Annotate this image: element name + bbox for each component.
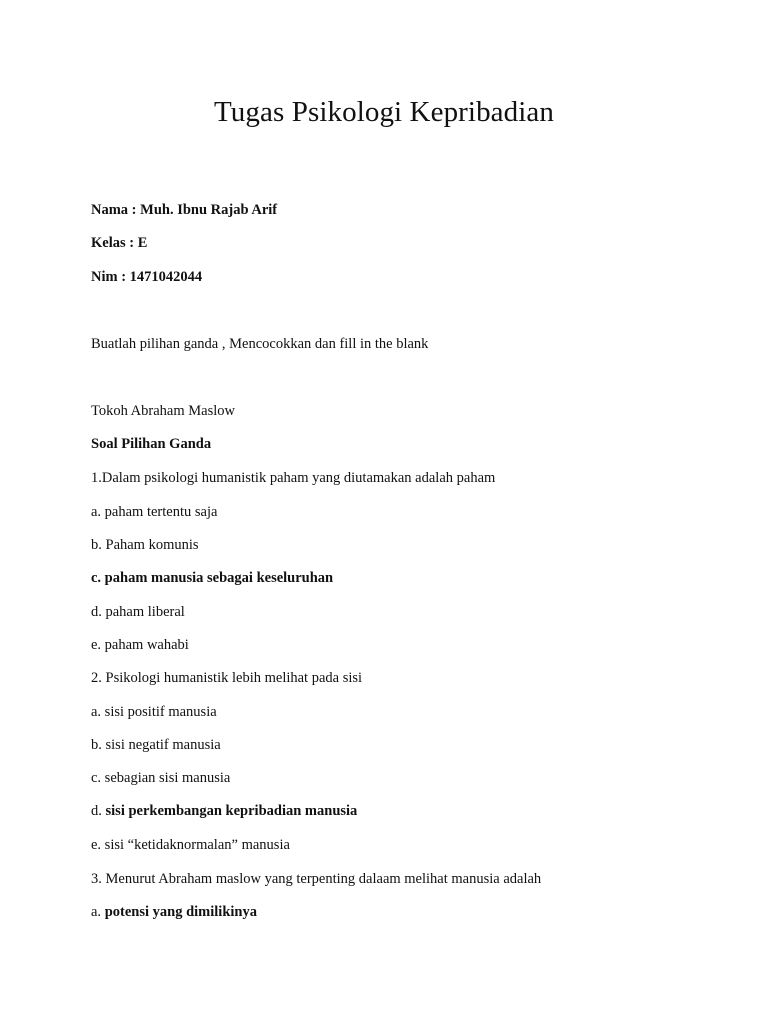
q1-option-d: d. paham liberal	[91, 604, 185, 620]
tokoh-text: Tokoh Abraham Maslow	[91, 403, 235, 419]
q1-question: 1.Dalam psikologi humanistik paham yang diutamakan adalah paham	[91, 470, 496, 486]
q2-question: 2. Psikologi humanistik lebih melihat pada sisi	[91, 670, 363, 686]
q2-option-d-text: sisi perkembangan kepribadian manusia	[105, 803, 358, 819]
q2-option-e: e. sisi “ketidaknormalan” manusia	[91, 837, 290, 853]
section-heading: Soal Pilihan Ganda	[91, 436, 212, 452]
q2-option-d-answer	[91, 801, 357, 821]
q2-option-b: b. sisi negatif manusia	[91, 737, 221, 753]
q2-option-d-prefix: d.	[91, 803, 106, 819]
identity-nim: Nim : 1471042044	[91, 269, 203, 285]
identity-kelas: Kelas : E	[91, 235, 148, 251]
q1-option-a: a. paham tertentu saja	[91, 504, 218, 520]
q2-option-a: a. sisi positif manusia	[91, 704, 217, 720]
q1-option-e: e. paham wahabi	[91, 637, 189, 653]
q3-question: 3. Menurut Abraham maslow yang terpenting dalaam melihat manusia adalah	[91, 871, 542, 887]
q1-option-b: b. Paham komunis	[91, 537, 199, 553]
q2-option-c: c. sebagian sisi manusia	[91, 770, 231, 786]
identity-nama: Nama : Muh. Ibnu Rajab Arif	[91, 202, 278, 218]
q3-option-a-prefix: a.	[91, 904, 105, 920]
q3-option-a-answer	[91, 902, 257, 922]
q3-option-a-text: potensi yang dimilikinya	[104, 904, 257, 920]
document-title: Tugas Psikologi Kepribadian	[214, 96, 554, 128]
instruction-text: Buatlah pilihan ganda , Mencocokkan dan fill in the blank	[91, 336, 429, 352]
q1-option-c-answer: c. paham manusia sebagai keseluruhan	[91, 570, 334, 586]
